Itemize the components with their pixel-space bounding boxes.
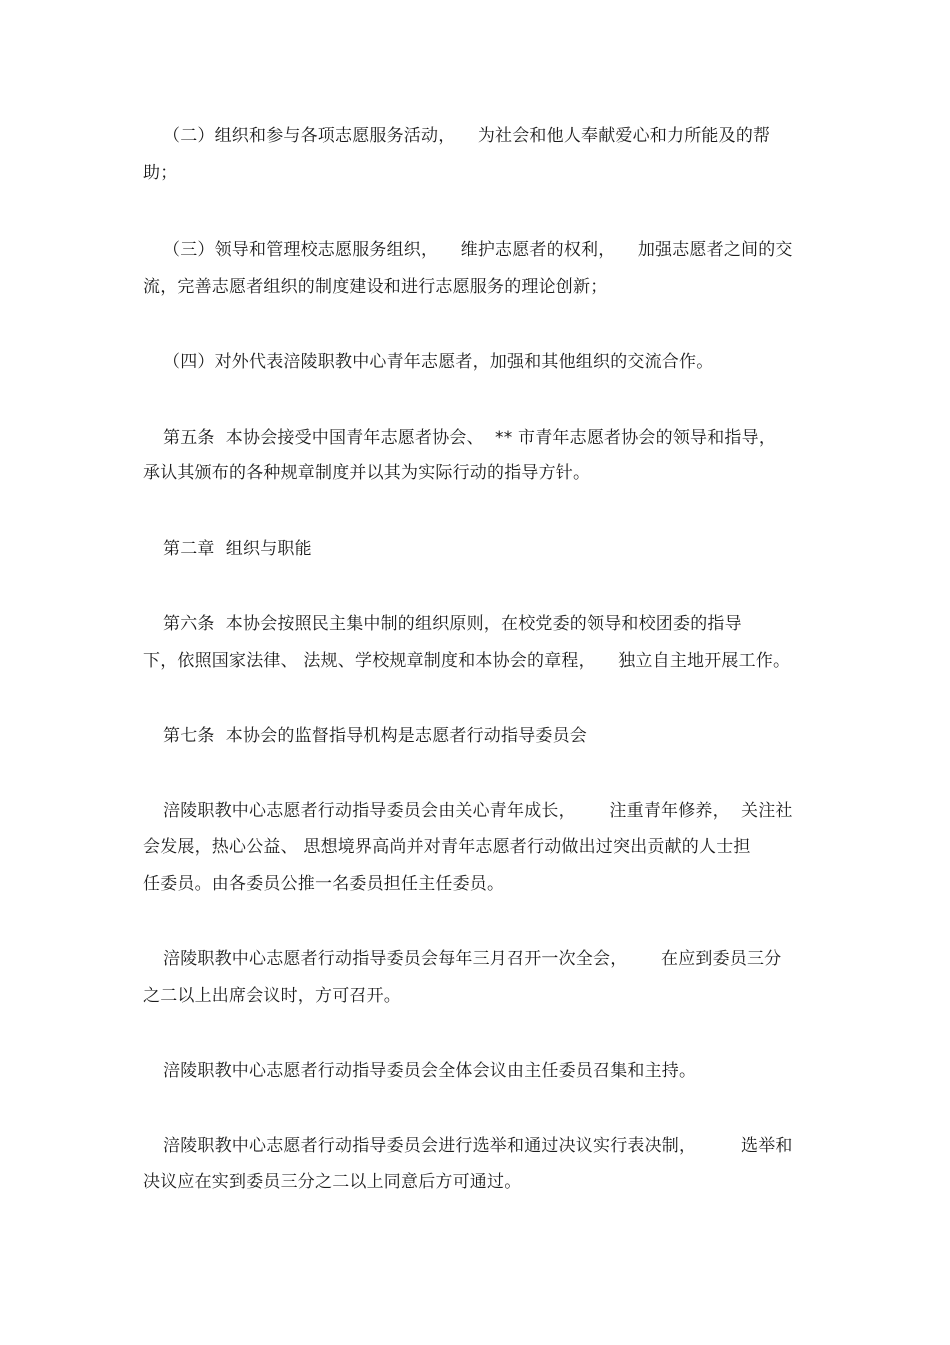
text-line: 涪陵职教中心志愿者行动指导委员会全体会议由主任委员召集和主持。 — [163, 1061, 697, 1081]
text-line: 第六条 本协会按照民主集中制的组织原则，在校党委的领导和校团委的指导 — [163, 614, 742, 634]
text-line: 涪陵职教中心志愿者行动指导委员会由关心青年成长， 注重青年修养， 关注社 — [163, 801, 793, 821]
text-line: 之二以上出席会议时，方可召开。 — [143, 986, 401, 1006]
chapter-heading: 第二章 组织与职能 — [163, 539, 312, 559]
text-line: 承认其颁布的各种规章制度并以其为实际行动的指导方针。 — [143, 463, 591, 483]
text-line: 助； — [143, 163, 178, 183]
text-line: 涪陵职教中心志愿者行动指导委员会进行选举和通过决议实行表决制， 选举和 — [163, 1136, 793, 1156]
text-line: 任委员。由各委员公推一名委员担任主任委员。 — [143, 874, 505, 894]
text-line: 会发展，热心公益、 思想境界高尚并对青年志愿者行动做出过突出贡献的人士担 — [143, 837, 751, 857]
text-line: 涪陵职教中心志愿者行动指导委员会每年三月召开一次全会， 在应到委员三分 — [163, 949, 782, 969]
text-line: （四）对外代表涪陵职教中心青年志愿者，加强和其他组织的交流合作。 — [163, 352, 714, 372]
text-line: 流，完善志愿者组织的制度建设和进行志愿服务的理论创新； — [143, 277, 608, 297]
text-line: 第五条 本协会接受中国青年志愿者协会、 ** 市青年志愿者协会的领导和指导， — [163, 428, 777, 448]
text-line: （二）组织和参与各项志愿服务活动， 为社会和他人奉献爱心和力所能及的帮 — [163, 126, 771, 146]
text-line: 下，依照国家法律、 法规、学校规章制度和本协会的章程， 独立自主地开展工作。 — [143, 651, 791, 671]
text-line: 决议应在实到委员三分之二以上同意后方可通过。 — [143, 1172, 522, 1192]
text-line: 第七条 本协会的监督指导机构是志愿者行动指导委员会 — [163, 726, 588, 746]
text-line: （三）领导和管理校志愿服务组织， 维护志愿者的权利， 加强志愿者之间的交 — [163, 240, 793, 260]
